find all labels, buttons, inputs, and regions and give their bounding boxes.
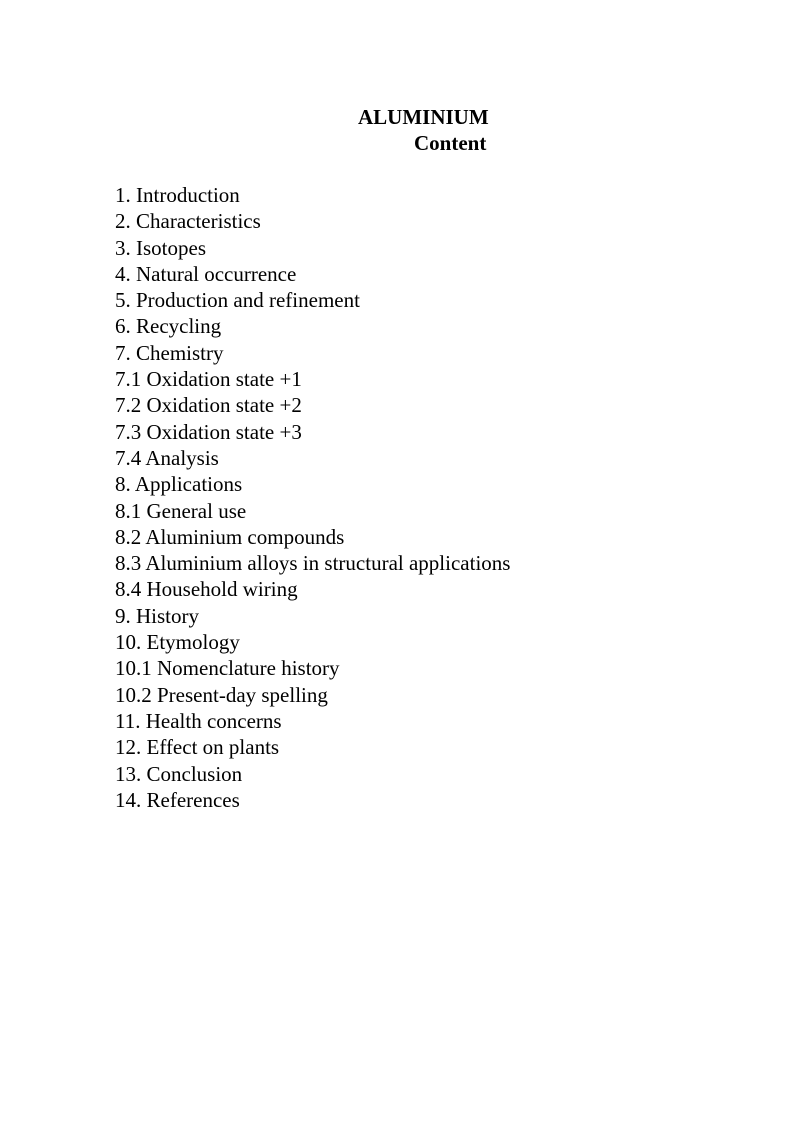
toc-item: 6. Recycling <box>115 314 222 339</box>
toc-item: 8.2 Aluminium compounds <box>115 524 345 549</box>
toc-item: 12. Effect on plants <box>115 735 280 760</box>
toc-item: 9. History <box>115 603 199 628</box>
toc-item: 8. Applications <box>115 472 243 497</box>
toc-item: 7. Chemistry <box>115 340 224 365</box>
toc-item: 3. Isotopes <box>115 235 206 260</box>
toc-item: 7.3 Oxidation state +3 <box>115 419 302 444</box>
toc-item: 1. Introduction <box>115 183 240 207</box>
toc-item: 8.3 Aluminium alloys in structural applications <box>115 551 511 576</box>
contents-heading: Content <box>414 131 487 155</box>
toc-item: 11. Health concerns <box>115 708 282 733</box>
toc-item: 14. References <box>115 787 240 812</box>
toc-item: 13. Conclusion <box>115 761 243 786</box>
toc-item: 8.1 General use <box>115 498 247 523</box>
toc-item: 2. Characteristics <box>115 209 261 234</box>
table-of-contents <box>115 182 510 813</box>
toc-item: 7.4 Analysis <box>115 445 219 470</box>
toc-item: 10. Etymology <box>115 630 240 655</box>
toc-item: 7.1 Oxidation state +1 <box>115 367 302 392</box>
document-title: ALUMINIUM <box>358 105 489 129</box>
toc-item: 10.1 Nomenclature history <box>115 656 340 681</box>
toc-item: 10.2 Present-day spelling <box>115 682 328 707</box>
toc-item: 7.2 Oxidation state +2 <box>115 393 302 418</box>
toc-item: 5. Production and refinement <box>115 288 360 313</box>
toc-item: 4. Natural occurrence <box>115 261 297 286</box>
toc-item: 8.4 Household wiring <box>115 577 298 602</box>
